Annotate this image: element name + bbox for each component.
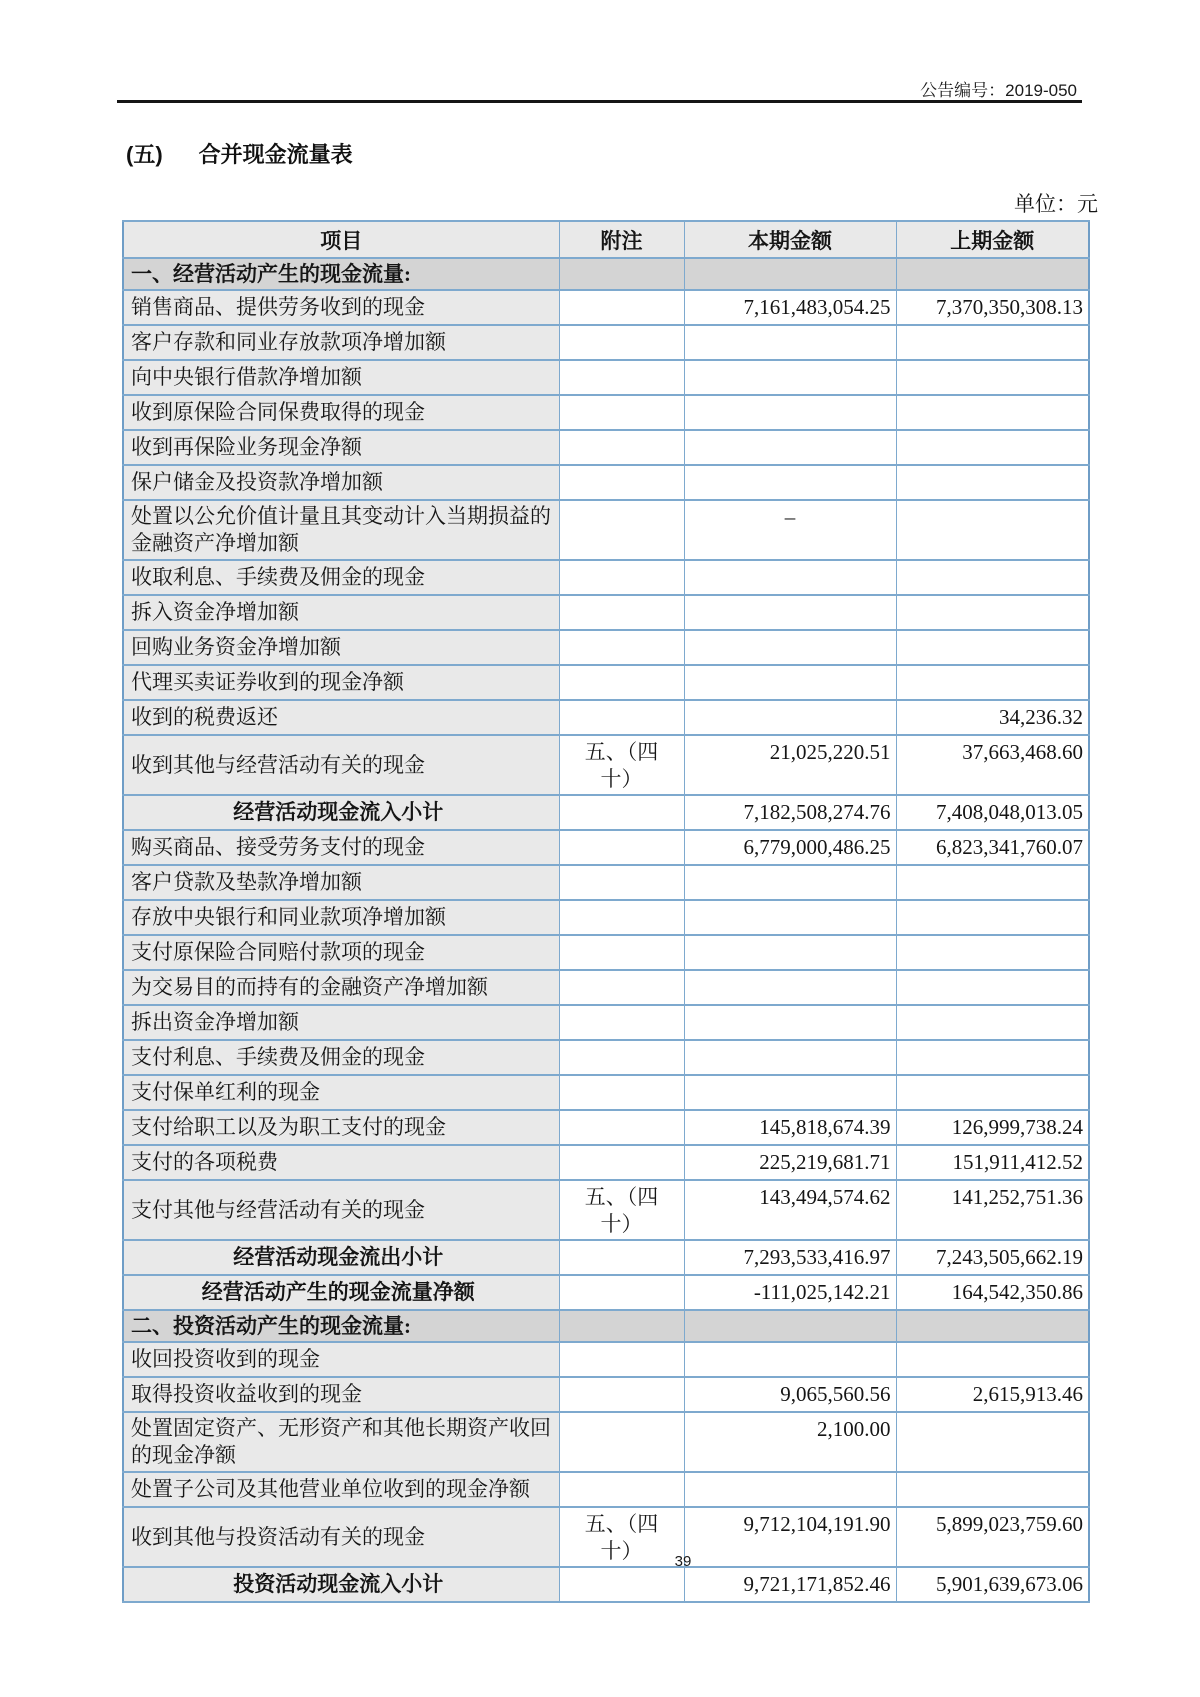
item-row: [123, 935, 1089, 970]
prior-amount-cell: [896, 900, 1089, 935]
item-cell: 处置以公允价值计量且其变动计入当期损益的金融资产净增加额: [123, 500, 559, 560]
section-row: [123, 1310, 1089, 1342]
current-amount-cell: 9,065,560.56: [684, 1377, 896, 1412]
page-title: [126, 138, 353, 169]
current-amount-cell: –: [684, 500, 896, 560]
note-cell: [559, 795, 684, 830]
item-cell: 取得投资收益收到的现金: [123, 1377, 559, 1412]
unit-label: 单位：元: [1014, 192, 1098, 216]
prior-amount-cell: 5,901,639,673.06: [896, 1567, 1089, 1602]
note-cell: [559, 1240, 684, 1275]
note-cell: [559, 1342, 684, 1377]
current-amount-cell: [684, 360, 896, 395]
item-cell: 收到其他与经营活动有关的现金: [123, 735, 559, 795]
current-amount-cell: 7,182,508,274.76: [684, 795, 896, 830]
prior-amount-cell: 7,408,048,013.05: [896, 795, 1089, 830]
note-cell: [559, 465, 684, 500]
current-amount-cell: [684, 665, 896, 700]
current-amount-cell: 7,161,483,054.25: [684, 290, 896, 325]
current-amount-cell: [684, 465, 896, 500]
item-row: [123, 595, 1089, 630]
note-cell: 五、（四十）: [559, 1507, 684, 1567]
item-cell: 拆出资金净增加额: [123, 1005, 559, 1040]
note-cell: 五、（四十）: [559, 735, 684, 795]
item-row: [123, 430, 1089, 465]
prior-amount-cell: 151,911,412.52: [896, 1145, 1089, 1180]
current-amount-cell: [684, 560, 896, 595]
prior-amount-cell: [896, 500, 1089, 560]
note-cell: [559, 325, 684, 360]
item-row: [123, 325, 1089, 360]
item-row: [123, 560, 1089, 595]
page-title-index: (五): [126, 142, 163, 167]
prior-amount-cell: [896, 1075, 1089, 1110]
item-cell: 收到其他与投资活动有关的现金: [123, 1507, 559, 1567]
item-cell: 经营活动现金流出小计: [123, 1240, 559, 1275]
note-cell: [559, 935, 684, 970]
prior-amount-cell: [896, 630, 1089, 665]
note-cell: [559, 1040, 684, 1075]
note-cell: [559, 970, 684, 1005]
item-cell: 经营活动产生的现金流量净额: [123, 1275, 559, 1310]
current-amount-cell: 143,494,574.62: [684, 1180, 896, 1240]
note-cell: [559, 1412, 684, 1472]
prior-amount-cell: 7,243,505,662.19: [896, 1240, 1089, 1275]
item-row: [123, 500, 1089, 560]
item-cell: 保户储金及投资款净增加额: [123, 465, 559, 500]
prior-amount-cell: [896, 465, 1089, 500]
current-amount-cell: [684, 1342, 896, 1377]
item-row: [123, 1180, 1089, 1240]
page-number: 39: [674, 1553, 692, 1570]
current-amount-cell: 225,219,681.71: [684, 1145, 896, 1180]
prior-amount-cell: 164,542,350.86: [896, 1275, 1089, 1310]
note-cell: [559, 630, 684, 665]
item-cell: 客户贷款及垫款净增加额: [123, 865, 559, 900]
current-amount-cell: 21,025,220.51: [684, 735, 896, 795]
note-cell: [559, 595, 684, 630]
cash-flow-table: [122, 220, 1090, 1603]
current-amount-cell: 145,818,674.39: [684, 1110, 896, 1145]
prior-amount-cell: [896, 1342, 1089, 1377]
current-amount-cell: [684, 900, 896, 935]
note-cell: [559, 665, 684, 700]
item-row: [123, 1110, 1089, 1145]
prior-amount-cell: [896, 325, 1089, 360]
subtotal-row: [123, 1275, 1089, 1310]
item-cell: 支付其他与经营活动有关的现金: [123, 1180, 559, 1240]
item-cell: 经营活动现金流入小计: [123, 795, 559, 830]
col-header-prior: 上期金额: [896, 221, 1089, 258]
prior-amount-cell: 7,370,350,308.13: [896, 290, 1089, 325]
note-cell: [559, 500, 684, 560]
item-cell: 收回投资收到的现金: [123, 1342, 559, 1377]
current-amount-cell: -111,025,142.21: [684, 1275, 896, 1310]
section-row: [123, 258, 1089, 290]
note-cell: 五、（四十）: [559, 1180, 684, 1240]
page-title-text: 合并现金流量表: [198, 142, 353, 167]
prior-amount-cell: 126,999,738.24: [896, 1110, 1089, 1145]
prior-amount-cell: 141,252,751.36: [896, 1180, 1089, 1240]
note-cell: [559, 1310, 684, 1342]
prior-amount-cell: 6,823,341,760.07: [896, 830, 1089, 865]
item-row: [123, 1342, 1089, 1377]
note-cell: [559, 430, 684, 465]
prior-amount-cell: [896, 395, 1089, 430]
item-row: [123, 1412, 1089, 1472]
item-cell: 代理买卖证券收到的现金净额: [123, 665, 559, 700]
col-header-item: 项目: [123, 221, 559, 258]
prior-amount-cell: 37,663,468.60: [896, 735, 1089, 795]
note-cell: [559, 830, 684, 865]
item-cell: 支付原保险合同赔付款项的现金: [123, 935, 559, 970]
item-row: [123, 360, 1089, 395]
item-cell: 向中央银行借款净增加额: [123, 360, 559, 395]
col-header-current: 本期金额: [684, 221, 896, 258]
prior-amount-cell: [896, 665, 1089, 700]
prior-amount-cell: [896, 1005, 1089, 1040]
item-row: [123, 630, 1089, 665]
current-amount-cell: [684, 595, 896, 630]
item-row: [123, 395, 1089, 430]
item-row: [123, 865, 1089, 900]
item-cell: 支付的各项税费: [123, 1145, 559, 1180]
subtotal-row: [123, 1567, 1089, 1602]
item-cell: 支付利息、手续费及佣金的现金: [123, 1040, 559, 1075]
prior-amount-cell: [896, 560, 1089, 595]
note-cell: [559, 1275, 684, 1310]
current-amount-cell: [684, 1005, 896, 1040]
current-amount-cell: 9,721,171,852.46: [684, 1567, 896, 1602]
col-header-note: 附注: [559, 221, 684, 258]
item-cell: 二、投资活动产生的现金流量:: [123, 1310, 559, 1342]
item-row: [123, 900, 1089, 935]
item-row: [123, 970, 1089, 1005]
note-cell: [559, 1110, 684, 1145]
note-cell: [559, 1377, 684, 1412]
item-row: [123, 465, 1089, 500]
header-rule: [117, 100, 1082, 103]
prior-amount-cell: 34,236.32: [896, 700, 1089, 735]
prior-amount-cell: 5,899,023,759.60: [896, 1507, 1089, 1567]
current-amount-cell: [684, 630, 896, 665]
prior-amount-cell: [896, 865, 1089, 900]
item-cell: 为交易目的而持有的金融资产净增加额: [123, 970, 559, 1005]
item-cell: 收取利息、手续费及佣金的现金: [123, 560, 559, 595]
item-cell: 收到再保险业务现金净额: [123, 430, 559, 465]
prior-amount-cell: [896, 1040, 1089, 1075]
prior-amount-cell: [896, 970, 1089, 1005]
item-row: [123, 1377, 1089, 1412]
prior-amount-cell: [896, 1310, 1089, 1342]
note-cell: [559, 1075, 684, 1110]
note-cell: [559, 258, 684, 290]
current-amount-cell: [684, 1472, 896, 1507]
current-amount-cell: [684, 1040, 896, 1075]
subtotal-row: [123, 1240, 1089, 1275]
prior-amount-cell: [896, 595, 1089, 630]
note-cell: [559, 560, 684, 595]
current-amount-cell: [684, 430, 896, 465]
item-row: [123, 1005, 1089, 1040]
current-amount-cell: [684, 325, 896, 360]
current-amount-cell: 9,712,104,191.90: [684, 1507, 896, 1567]
note-cell: [559, 1567, 684, 1602]
item-row: [123, 290, 1089, 325]
item-cell: 处置子公司及其他营业单位收到的现金净额: [123, 1472, 559, 1507]
current-amount-cell: [684, 395, 896, 430]
announcement-number: 公告编号：2019-050: [920, 81, 1077, 100]
current-amount-cell: [684, 970, 896, 1005]
item-cell: 投资活动现金流入小计: [123, 1567, 559, 1602]
item-cell: 收到的税费返还: [123, 700, 559, 735]
prior-amount-cell: [896, 430, 1089, 465]
prior-amount-cell: [896, 1472, 1089, 1507]
note-cell: [559, 1005, 684, 1040]
item-cell: 一、经营活动产生的现金流量:: [123, 258, 559, 290]
prior-amount-cell: [896, 360, 1089, 395]
note-cell: [559, 360, 684, 395]
item-cell: 处置固定资产、无形资产和其他长期资产收回的现金净额: [123, 1412, 559, 1472]
item-cell: 客户存款和同业存放款项净增加额: [123, 325, 559, 360]
item-row: [123, 665, 1089, 700]
subtotal-row: [123, 795, 1089, 830]
note-cell: [559, 395, 684, 430]
item-row: [123, 1507, 1089, 1567]
item-row: [123, 735, 1089, 795]
item-row: [123, 1040, 1089, 1075]
note-cell: [559, 290, 684, 325]
note-cell: [559, 1472, 684, 1507]
note-cell: [559, 1145, 684, 1180]
note-cell: [559, 700, 684, 735]
item-row: [123, 700, 1089, 735]
item-cell: 支付保单红利的现金: [123, 1075, 559, 1110]
current-amount-cell: [684, 865, 896, 900]
item-row: [123, 1472, 1089, 1507]
item-cell: 存放中央银行和同业款项净增加额: [123, 900, 559, 935]
current-amount-cell: 7,293,533,416.97: [684, 1240, 896, 1275]
table-header-row: [123, 221, 1089, 258]
item-cell: 购买商品、接受劳务支付的现金: [123, 830, 559, 865]
current-amount-cell: [684, 1310, 896, 1342]
item-row: [123, 830, 1089, 865]
item-cell: 支付给职工以及为职工支付的现金: [123, 1110, 559, 1145]
note-cell: [559, 900, 684, 935]
current-amount-cell: [684, 700, 896, 735]
item-cell: 销售商品、提供劳务收到的现金: [123, 290, 559, 325]
item-cell: 拆入资金净增加额: [123, 595, 559, 630]
note-cell: [559, 865, 684, 900]
current-amount-cell: 6,779,000,486.25: [684, 830, 896, 865]
prior-amount-cell: 2,615,913.46: [896, 1377, 1089, 1412]
item-row: [123, 1075, 1089, 1110]
item-row: [123, 1145, 1089, 1180]
current-amount-cell: 2,100.00: [684, 1412, 896, 1472]
item-cell: 收到原保险合同保费取得的现金: [123, 395, 559, 430]
prior-amount-cell: [896, 1412, 1089, 1472]
current-amount-cell: [684, 258, 896, 290]
prior-amount-cell: [896, 935, 1089, 970]
current-amount-cell: [684, 935, 896, 970]
current-amount-cell: [684, 1075, 896, 1110]
item-cell: 回购业务资金净增加额: [123, 630, 559, 665]
prior-amount-cell: [896, 258, 1089, 290]
